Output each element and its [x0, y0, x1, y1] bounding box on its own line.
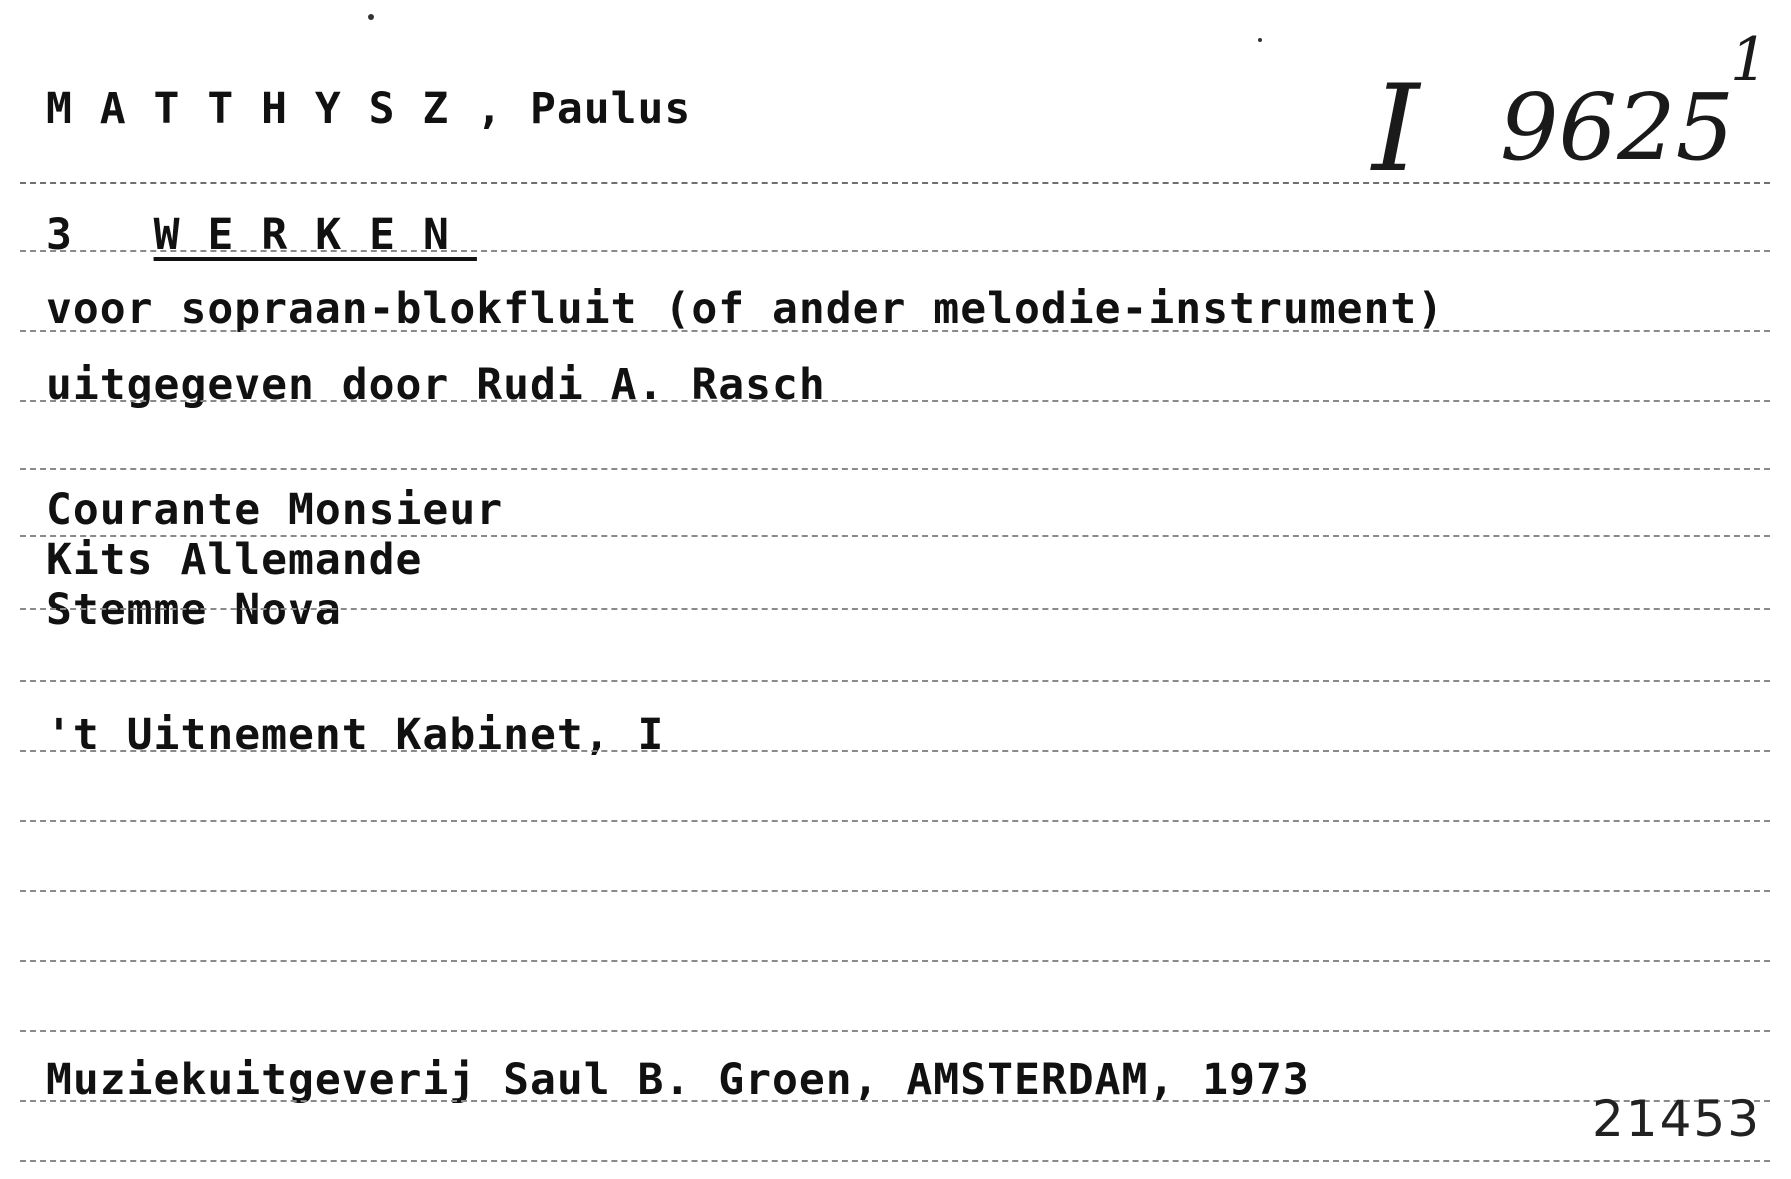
rule-line [20, 890, 1770, 892]
rule-line [20, 608, 1770, 610]
rule-line [20, 750, 1770, 752]
editor-line: uitgegeven door Rudi A. Rasch [46, 360, 826, 410]
call-number-digits: 9625 [1500, 74, 1735, 181]
rule-line [20, 960, 1770, 962]
rule-line [20, 250, 1770, 252]
series: 't Uitnement Kabinet, I [46, 710, 665, 760]
rule-line [20, 468, 1770, 470]
dust-speck [1258, 38, 1262, 42]
rule-line [20, 182, 1770, 184]
dust-speck [368, 14, 374, 20]
rule-line [20, 400, 1770, 402]
rule-line [20, 820, 1770, 822]
rule-line [20, 330, 1770, 332]
subtitle: voor sopraan-blokfluit (of ander melodie-instrument) [46, 284, 1445, 334]
content-item: Kits Allemande [46, 535, 423, 585]
title-number: 3 [46, 210, 73, 260]
title-line [46, 210, 477, 260]
content-item: Courante Monsieur [46, 485, 504, 535]
rule-line [20, 1030, 1770, 1032]
rule-line [20, 680, 1770, 682]
title-word: WERKEN [153, 210, 477, 260]
imprint: Muziekuitgeverij Saul B. Groen, AMSTERDAM, 1973 [46, 1055, 1310, 1105]
stamp-number: 21453 [1592, 1090, 1762, 1148]
rule-line [20, 1100, 1770, 1102]
rule-line [20, 1160, 1770, 1162]
author-name: M A T T H Y S Z , Paulus [46, 84, 692, 134]
call-number-sup: 1 [1730, 25, 1769, 95]
call-number-roman: I [1372, 60, 1420, 199]
content-item: Stemme Nova [46, 585, 342, 635]
